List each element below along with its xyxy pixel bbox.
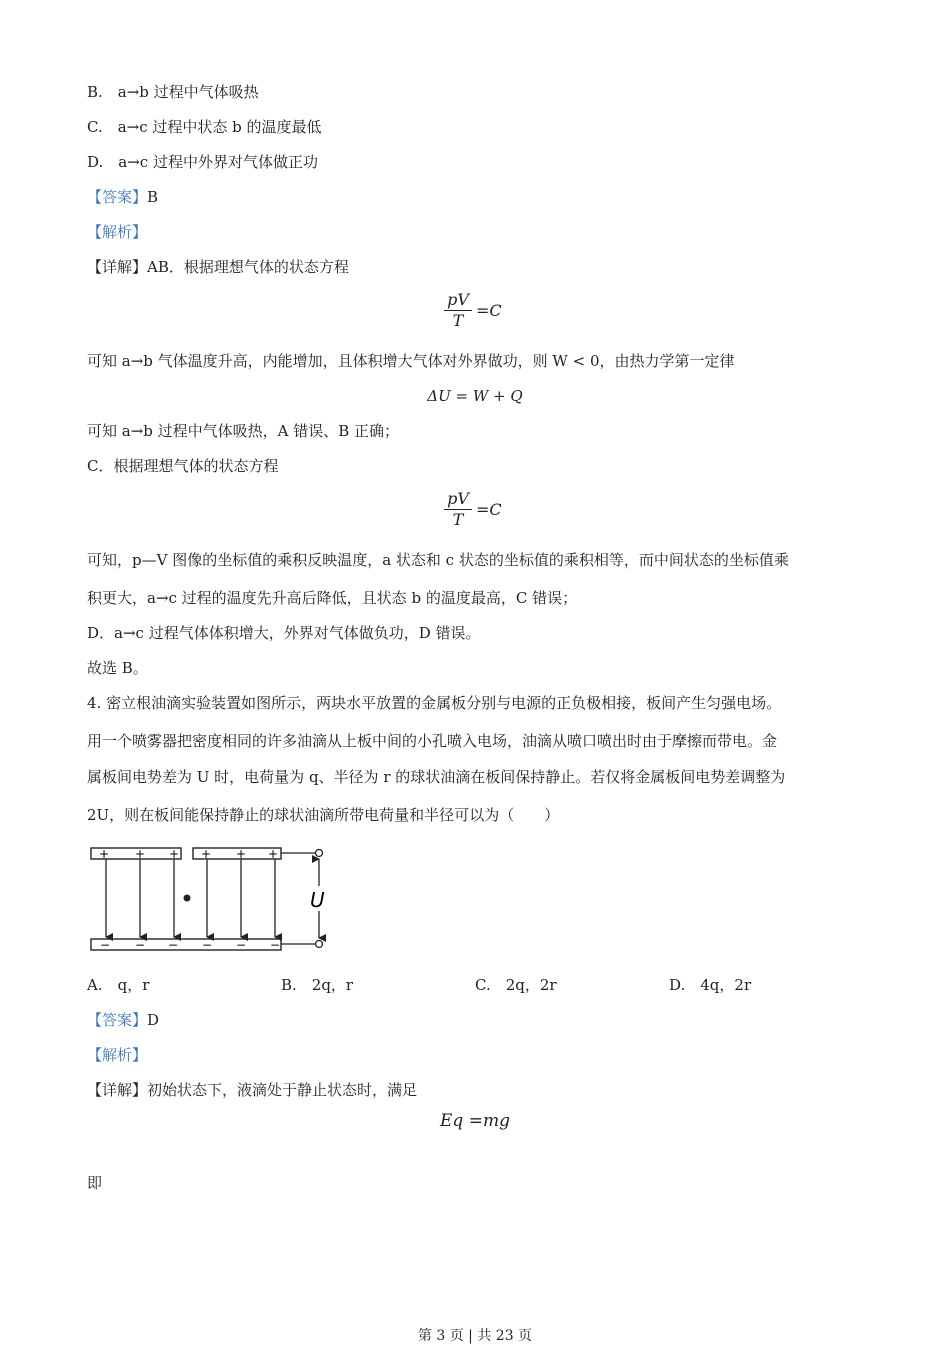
minus-sign: −	[236, 938, 247, 952]
plus-sign: +	[201, 847, 212, 861]
plus-sign: +	[135, 847, 146, 861]
q3-equation-3	[444, 489, 502, 530]
eq-denominator: T	[452, 311, 464, 330]
detail-text: 初始状态下，液滴处于静止状态时，满足	[147, 1081, 418, 1099]
q3-option-b: B. a→b 过程中气体吸热	[87, 83, 259, 101]
q3-line-6: 积更大，a→c 过程的温度先升高后降低，且状态 b 的温度最高，C 错误；	[87, 589, 578, 607]
answer-tag: 【答案】	[87, 1011, 148, 1029]
q3-equation-2: ΔU = W + Q	[427, 387, 523, 405]
q3-equation-1	[444, 290, 502, 331]
bottom-plate	[91, 939, 281, 950]
detail-text: AB．根据理想气体的状态方程	[147, 258, 349, 276]
eq-numerator: pV	[447, 489, 469, 508]
terminal-top	[316, 850, 323, 857]
detail-tag: 【详解】	[87, 258, 148, 276]
q4-equation-1: Eq =mg	[440, 1111, 510, 1131]
q3-option-c: C. a→c 过程中状态 b 的温度最低	[87, 118, 322, 136]
q4-answer	[87, 1010, 159, 1030]
minus-sign: −	[270, 938, 281, 952]
plus-sign: +	[169, 847, 180, 861]
q3-line-7: D．a→c 过程气体体积增大，外界对气体做负功，D 错误。	[87, 624, 481, 642]
q4-detail	[87, 1080, 417, 1100]
minus-sign: −	[168, 938, 179, 952]
q3-line-2: 可知 a→b 气体温度升高，内能增加，且体积增大气体对外界做功，则 W < 0，由热力学第一定律	[87, 352, 735, 370]
q4-option-c: C. 2q，2r	[475, 976, 557, 994]
plus-sign: +	[99, 847, 110, 861]
terminal-bottom	[316, 941, 323, 948]
q4-stem-1: 4. 密立根油滴实验装置如图所示，两块水平放置的金属板分别与电源的正负极相接，板间产生匀强电场。	[87, 694, 782, 712]
answer-tag: 【答案】	[87, 188, 148, 206]
q4-option-b: B. 2q，r	[281, 976, 354, 994]
q4-option-a: A. q，r	[87, 976, 150, 994]
answer-value: B	[147, 188, 159, 206]
minus-sign: −	[135, 938, 146, 952]
eq-numerator: pV	[447, 290, 469, 309]
q4-stem-4: 2U，则在板间能保持静止的球状油滴所带电荷量和半径可以为（ ）	[87, 806, 560, 824]
q3-line-8: 故选 B。	[87, 659, 148, 677]
minus-sign: −	[202, 938, 213, 952]
q4-line-next: 即	[87, 1174, 103, 1192]
q3-line-5: 可知，p—V 图像的坐标值的乘积反映温度，a 状态和 c 状态的坐标值的乘积相等，而中间状态的坐标值乘	[87, 551, 789, 569]
page-footer: 第 3 页 | 共 23 页	[417, 1328, 533, 1344]
q3-line-4: C．根据理想气体的状态方程	[87, 457, 279, 475]
q4-stem-2: 用一个喷雾器把密度相同的许多油滴从上板中间的小孔喷入电场，油滴从喷口喷出时由于摩擦而带电。金	[87, 732, 778, 750]
q3-detail	[87, 257, 349, 277]
q3-option-d: D. a→c 过程中外界对气体做正功	[87, 153, 318, 171]
detail-tag: 【详解】	[87, 1081, 148, 1099]
plus-sign: +	[268, 847, 279, 861]
plus-sign: +	[236, 847, 247, 861]
eq-denominator: T	[452, 510, 464, 529]
minus-sign: −	[100, 938, 111, 952]
q3-analysis-tag: 【解析】	[87, 223, 148, 241]
millikan-apparatus-figure	[88, 843, 333, 955]
answer-value: D	[147, 1011, 160, 1029]
q4-option-d: D. 4q，2r	[669, 976, 752, 994]
q3-answer	[87, 187, 158, 207]
q3-line-3: 可知 a→b 过程中气体吸热，A 错误、B 正确；	[87, 422, 400, 440]
eq-rhs: =C	[476, 500, 502, 519]
q4-analysis-tag: 【解析】	[87, 1046, 148, 1064]
eq-rhs: =C	[476, 301, 502, 320]
q4-stem-3: 属板间电势差为 U 时，电荷量为 q、半径为 r 的球状油滴在板间保持静止。若仅将金属板间电势差调整为	[87, 768, 786, 786]
oil-drop	[184, 895, 191, 902]
voltage-label: U	[310, 888, 325, 912]
